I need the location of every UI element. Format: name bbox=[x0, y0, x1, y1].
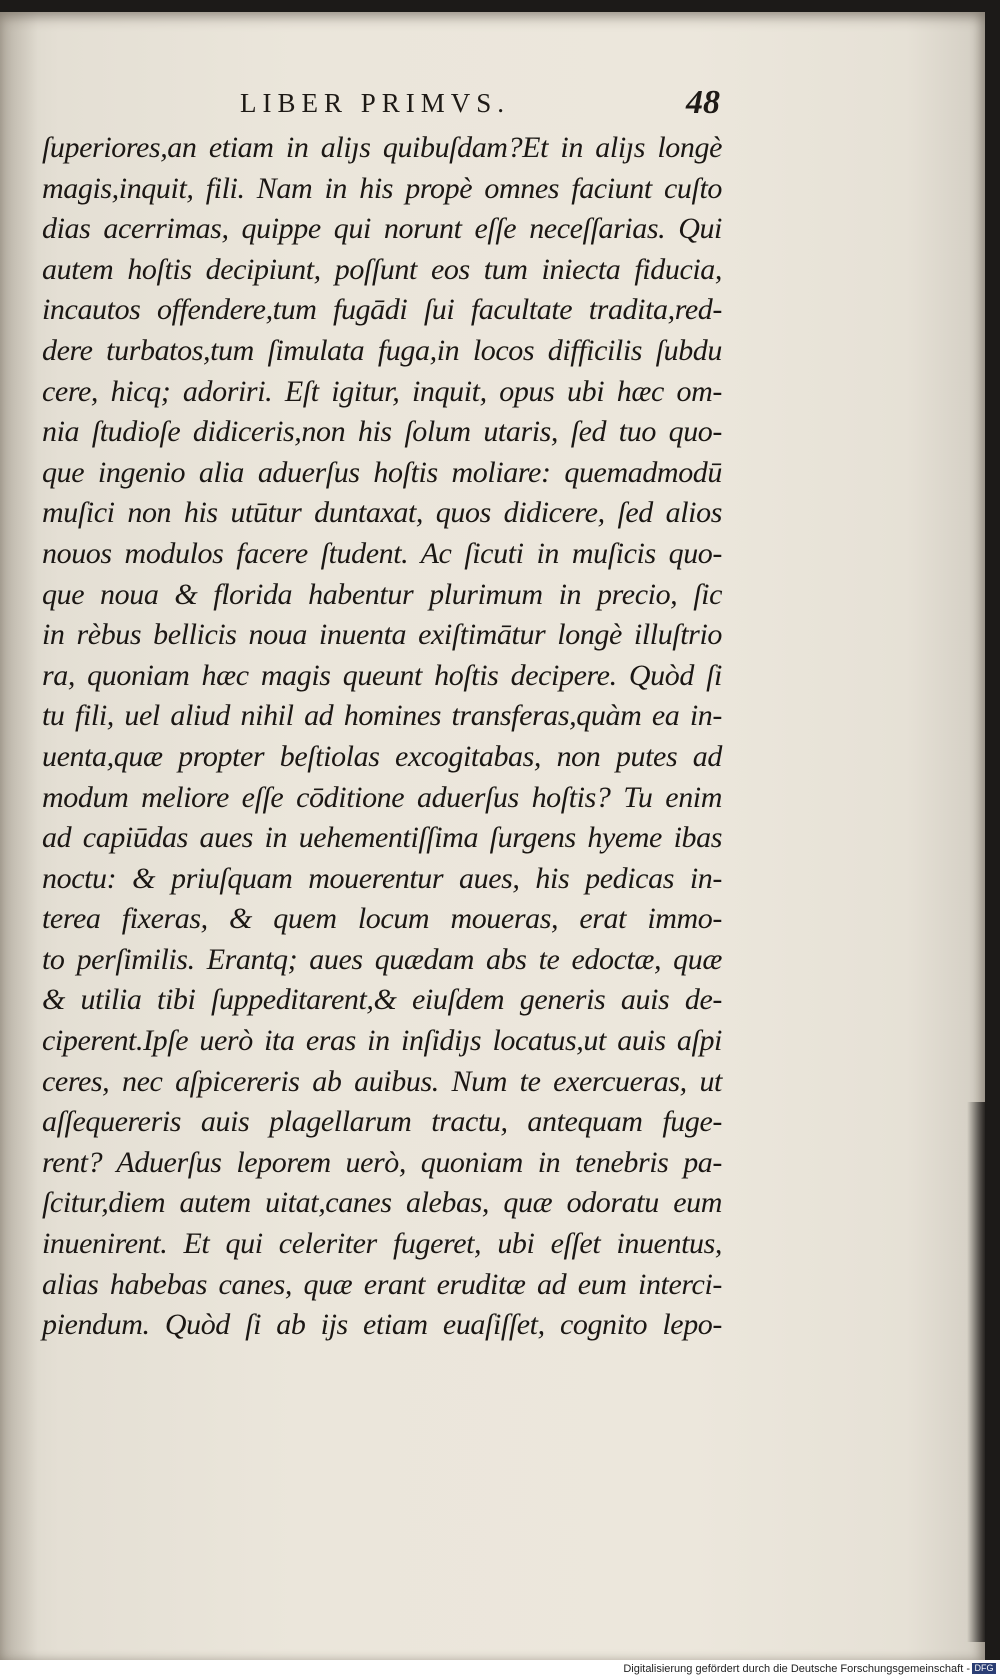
text-line: nia ſtudioſe didiceris,non his ſolum utaris, ſed tuo quo- bbox=[42, 415, 722, 449]
text-line: que ingenio alia aduerſus hoſtis moliare: quemadmodū bbox=[42, 455, 722, 489]
text-line: to perſimilis. Erantq; aues quædam abs te edoctæ, quæ bbox=[42, 942, 722, 976]
text-line: alias habebas canes, quæ erant eruditæ ad eum interci- bbox=[42, 1267, 722, 1301]
text-line: magis,inquit, fili. Nam in his propè omnes faciunt cuſto bbox=[42, 171, 722, 205]
running-head-title: LIBER PRIMVS. bbox=[240, 88, 511, 118]
text-line: ciperent.Ipſe uerò ita eras in inſidiȷs locatus,ut auis aſpi bbox=[42, 1024, 722, 1058]
text-line: dere turbatos,tum ſimulata fuga,in locos difficilis ſubdu bbox=[42, 333, 722, 367]
text-line: incautos offendere,tum fugādi ſui facultate tradita,red- bbox=[42, 293, 722, 327]
digitization-footer bbox=[0, 1660, 1000, 1676]
text-line: uenta,quæ propter beſtiolas excogitabas, non putes ad bbox=[42, 739, 722, 773]
running-head bbox=[0, 74, 985, 134]
text-line: noctu: & priuſquam mouerentur aues, his pedicas in- bbox=[42, 861, 722, 895]
text-line: inuenirent. Et qui celeriter fugeret, ubi eſſet inuentus, bbox=[42, 1227, 722, 1261]
text-line: ra, quoniam hæc magis queunt hoſtis decipere. Quòd ſi bbox=[42, 658, 722, 692]
text-line: autem hoſtis decipiunt, poſſunt eos tum iniecta fiducia, bbox=[42, 252, 722, 286]
text-line: rent? Aduerſus leporem uerò, quoniam in tenebris pa- bbox=[42, 1145, 722, 1179]
text-line: terea fixeras, & quem locum moueras, erat immo- bbox=[42, 902, 722, 936]
text-line: in rèbus bellicis noua inuenta exiſtimātur longè illuſtrio bbox=[42, 618, 722, 652]
text-line: modum meliore eſſe cōditione aduerſus hoſtis? Tu enim bbox=[42, 780, 722, 814]
text-line: ceres, nec aſpicereris ab auibus. Num te exercueras, ut bbox=[42, 1064, 722, 1098]
text-line: ſcitur,diem autem uitat,canes alebas, quæ odoratu eum bbox=[42, 1186, 722, 1220]
funding-credit: Digitalisierung gefördert durch die Deutsche Forschungsgemeinschaft - bbox=[623, 1663, 970, 1675]
body-text bbox=[42, 128, 722, 1346]
text-line: piendum. Quòd ſi ab ijs etiam euaſiſſet, cognito lepo- bbox=[42, 1308, 722, 1342]
book-page bbox=[0, 12, 985, 1660]
text-line: ad capiūdas aues in uehementiſſima ſurgens hyeme ibas bbox=[42, 821, 722, 855]
text-line: cere, hicq; adoriri. Eſt igitur, inquit, opus ubi hæc om- bbox=[42, 374, 722, 408]
text-line: dias acerrimas, quippe qui norunt eſſe neceſſarias. Qui bbox=[42, 212, 722, 246]
text-line: & utilia tibi ſuppeditarent,& eiuſdem generis auis de- bbox=[42, 983, 722, 1017]
text-line: ſuperiores,an etiam in aliȷs quibuſdam?Et in aliȷs longè bbox=[42, 131, 722, 164]
text-line: aſſequereris auis plagellarum tractu, antequam fuge- bbox=[42, 1105, 722, 1139]
text-line: que noua & florida habentur plurimum in precio, ſic bbox=[42, 577, 722, 611]
text-line: tu fili, uel aliud nihil ad homines transferas,quàm ea in- bbox=[42, 699, 722, 733]
page-number: 48 bbox=[686, 84, 720, 121]
text-line: nouos modulos facere ſtudent. Ac ſicuti in muſicis quo- bbox=[42, 536, 722, 570]
dfg-logo: DFG bbox=[972, 1663, 996, 1674]
page-edge-shadow bbox=[967, 1102, 985, 1642]
text-line: muſici non his utūtur duntaxat, quos didicere, ſed alios bbox=[42, 496, 722, 530]
